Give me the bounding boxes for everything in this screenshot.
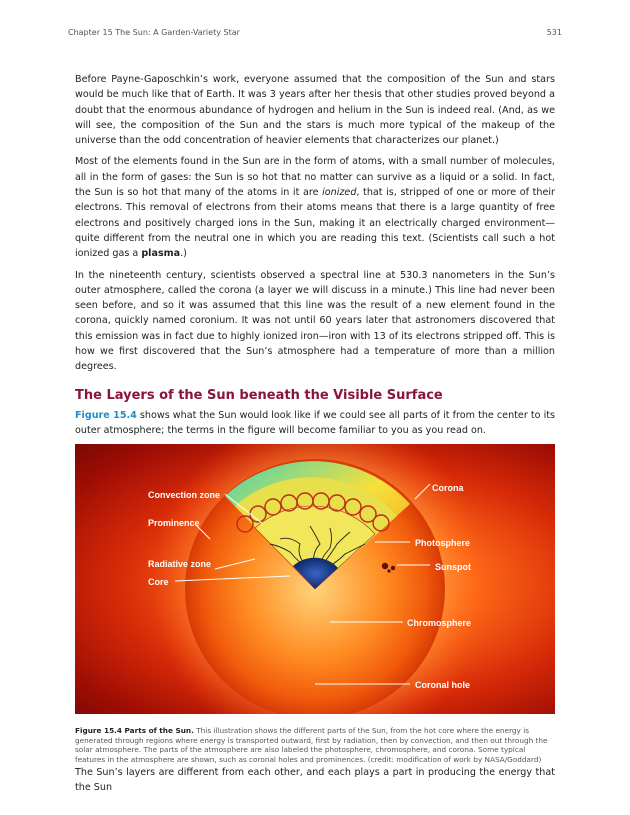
label-corona: Corona bbox=[432, 483, 464, 494]
term-plasma: plasma bbox=[141, 248, 181, 260]
sun-layers-figure bbox=[75, 444, 555, 714]
label-radiative-zone: Radiative zone bbox=[148, 559, 212, 570]
section-title: The Layers of the Sun beneath the Visible Surface bbox=[75, 387, 443, 403]
label-chromosphere: Chromosphere bbox=[407, 618, 472, 629]
figure-caption bbox=[75, 726, 555, 764]
sun-illustration bbox=[75, 444, 555, 714]
label-prominence: Prominence bbox=[148, 518, 200, 529]
label-core: Core bbox=[148, 577, 169, 588]
label-coronal-hole: Coronal hole bbox=[415, 680, 471, 691]
paragraph-3: In the nineteenth century, scientists observed a spectral line at 530.3 nanometers in the Sun’s outer atmosphere, called the corona (a layer we will discuss in a minute.) This line had never been seen before, and so it was assumed that this line was the result of a new element found in the corona, quickly named coronium. It was not until 60 years later that astronomers discovered that this emission was in fact due to highly ionized iron—iron with 13 of its electrons stripped off. This is how we first discovered that the Sun’s atmosphere had a temperature of more than a million degrees. bbox=[75, 269, 555, 373]
chapter-title: Chapter 15 The Sun: A Garden-Variety Star bbox=[68, 28, 240, 37]
paragraph-2: Most of the elements found in the Sun are in the form of atoms, with a small number of molecules, all in the form of gases: the Sun is so hot that no matter can survive as a liquid or a solid. In fact, the Sun is so hot that many of the atoms in it are ionized, that is, stripped of one or more of their electrons. This removal of electrons from their atoms means that there is a large quantity of free electrons and positively charged ions in the Sun, making it an electrically charged environment—quite different from the neutral one in which you are reading this text. (Scientists call such a hot ionized gas a plasma.) bbox=[75, 156, 555, 260]
label-sunspot: Sunspot bbox=[435, 562, 471, 573]
page-number: 531 bbox=[546, 28, 562, 37]
figure-link[interactable]: Figure 15.4 bbox=[75, 409, 137, 421]
paragraph-1: Before Payne-Gaposchkin’s work, everyone assumed that the composition of the Sun and stars would be much like that of Earth. It was 3 years after her thesis that other studies proved beyond a doubt that the enormous abundance of hydrogen and helium in the Sun is indeed real. (And, as we will see, the composition of the Sun and the stars is much more typical of the makeup of the universe than the odd concentration of heavier elements that characterizes our planet.) bbox=[75, 74, 555, 147]
running-head bbox=[68, 28, 562, 37]
caption-title: Figure 15.4 Parts of the Sun. bbox=[75, 726, 194, 736]
paragraph-5: The Sun’s layers are different from each other, and each plays a part in producing the energy that the Sun bbox=[75, 766, 555, 793]
term-ionized: ionized bbox=[322, 187, 357, 199]
page-content bbox=[75, 72, 555, 801]
label-convection-zone: Convection zone bbox=[148, 490, 221, 501]
caption-text: This illustration shows the different parts of the Sun, from the hot core where the energy is generated through regions where energy is transported outward, first by radiation, then by convection, and then out through the solar atmosphere. The parts of the atmosphere are also labeled the photosphere, chromosphere, and corona. Some typical features in the atmosphere are shown, such as coronal holes and prominences. (credit: modification of work by NASA/Goddard) bbox=[75, 726, 548, 765]
label-photosphere: Photosphere bbox=[415, 538, 471, 549]
paragraph-4: Figure 15.4 shows what the Sun would look like if we could see all parts of it from the center to its outer atmosphere; the terms in the figure will become familiar to you as you read on. bbox=[75, 409, 555, 436]
